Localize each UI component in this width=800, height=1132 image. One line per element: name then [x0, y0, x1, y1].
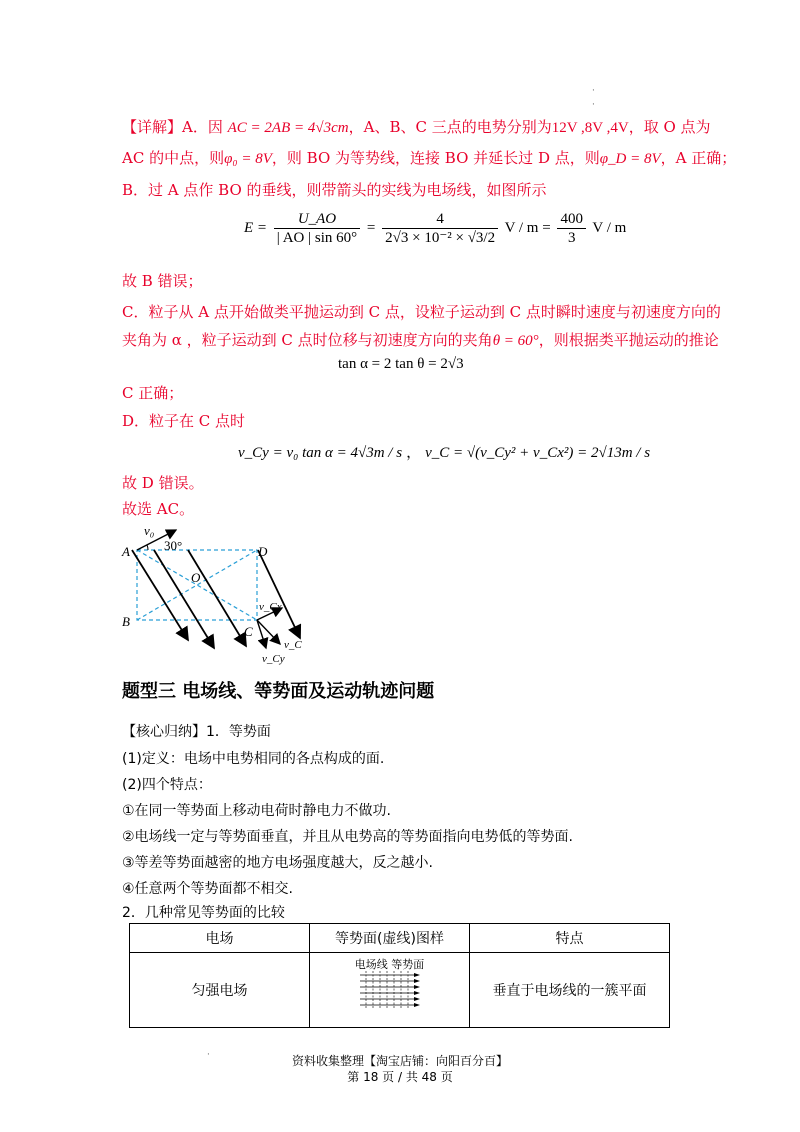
mark-dot: ·	[592, 100, 595, 110]
text: V / m =	[504, 219, 551, 236]
section-title: 题型三 电场线、等势面及运动轨迹问题	[122, 681, 435, 702]
cell-field: 匀强电场	[130, 953, 310, 1028]
phi0: φ₀ = 8V	[224, 151, 272, 167]
text: ，则根据类平抛运动的推论	[538, 331, 719, 349]
text: 4	[382, 210, 498, 229]
text: | AO | sin 60°	[276, 230, 358, 246]
label-a: A	[122, 544, 130, 559]
item-2: (2)四个特点：	[122, 777, 212, 793]
cell-diagram	[310, 953, 470, 1028]
label-vcy: v_Cy	[262, 653, 285, 665]
item-6: ④任意两个等势面都不相交.	[122, 881, 294, 897]
text: 2√3 × 10⁻² × √3/2	[385, 230, 496, 246]
label-b: B	[122, 614, 130, 629]
rectangle-dashed	[137, 550, 257, 620]
cell-feature: 垂直于电场线的一簇平面	[470, 953, 670, 1028]
detail-line-d: D．粒子在 C 点时	[122, 412, 246, 430]
diagram-caption: 电场线 等势面	[354, 958, 425, 971]
text: 3	[567, 230, 576, 246]
frac-1	[274, 210, 360, 247]
item-1: (1)定义：电场中电势相同的各点构成的面.	[122, 751, 385, 767]
conclusion-d: 故 D 错误。	[122, 474, 204, 492]
label-c: C	[244, 624, 253, 639]
detail-line-c2	[122, 330, 719, 351]
text: U_AO	[274, 210, 360, 229]
table-row	[130, 953, 670, 1028]
conclusion-c: C 正确；	[122, 384, 184, 402]
header-feature: 特点	[470, 924, 670, 953]
item-3: ①在同一等势面上移动电荷时静电力不做功.	[122, 803, 391, 819]
label-v0: v₀	[144, 523, 155, 538]
text: V / m	[592, 219, 627, 236]
label-o: O	[191, 570, 201, 585]
text: ，取 O 点为	[628, 118, 711, 136]
text: v_Cy = v₀ tan α = 4√3m / s	[238, 445, 403, 461]
mark-dot: ·	[207, 1050, 210, 1060]
equation-v: v_Cy = v₀ tan α = 4√3m / s ， v_C = √(v_Cy² + v_Cx²) = 2√13m / s	[238, 445, 651, 461]
text: ，则 BO 为等势线，连接 BO 并延长过 D 点，则	[271, 149, 600, 167]
text: ，A、B、C 三点的电势分别为	[348, 118, 552, 136]
volts: 12V ,8V ,4V	[551, 120, 629, 136]
detail-line-b: B．过 A 点作 BO 的垂线，则带箭头的实线为电场线，如图所示	[122, 181, 547, 199]
text: v_C = √(v_Cy² + v_Cx²) = 2√13m / s	[425, 445, 651, 461]
label-angle: 30°	[164, 538, 183, 553]
mark-dot: ·	[592, 86, 595, 96]
equation-e: E = $\frac{U\_AO}{| AO | \sin 60^\circ}$ = $\frac{4}{\text{2√3 × 10⁻² × √3/2}}$ V / m = $\frac{400}{3}$ V / m	[244, 211, 627, 246]
label-vcx: v_Cx	[259, 601, 282, 613]
detail-line-c1: C．粒子从 A 点开始做类平抛运动到 C 点，设粒子运动到 C 点时瞬时速度与初速度方向的	[122, 303, 721, 321]
item-4: ②电场线一定与等势面垂直，并且从电势高的等势面指向电势低的等势面.	[122, 829, 573, 845]
comparison-table	[129, 923, 670, 1028]
frac-2	[382, 210, 498, 247]
theta: θ = 60°	[492, 333, 539, 349]
final-answer: 故选 AC。	[122, 500, 195, 518]
velocity-vectors	[257, 608, 282, 648]
item-7: 2．几种常见等势面的比较	[122, 905, 285, 921]
text: A．因	[182, 118, 223, 136]
text: 400	[557, 210, 586, 229]
header-field: 电场	[130, 924, 310, 953]
item-5: ③等差等势面越密的地方电场强度越大，反之越小.	[122, 855, 433, 871]
text: 夹角为 α ，粒子运动到 C 点时位移与初速度方向的夹角	[122, 331, 493, 349]
page-number: 第 18 页 / 共 48 页	[347, 1070, 453, 1084]
equation-tan: tan α = 2 tan θ = 2√3	[338, 356, 464, 372]
phiD: φ_D = 8V	[599, 151, 661, 167]
detail-line-a2	[122, 148, 736, 169]
detail-tag: 【详解】	[122, 118, 183, 136]
table-header-row	[130, 924, 670, 953]
frac-3	[557, 210, 586, 247]
detail-line-a1	[122, 117, 711, 138]
core-tag: 【核心归纳】1．等势面	[122, 724, 271, 740]
field-figure	[118, 520, 318, 668]
footer-source: 资料收集整理【淘宝店铺：向阳百分百】	[291, 1054, 508, 1068]
eq-ac: AC = 2AB = 4√3cm	[227, 120, 349, 136]
label-vc: v_C	[284, 639, 302, 651]
field-lines	[132, 550, 300, 648]
text: AC 的中点，则	[122, 149, 225, 167]
conclusion-b: 故 B 错误；	[122, 272, 203, 290]
label-d: D	[258, 544, 268, 559]
uniform-field-diagram	[358, 971, 422, 1011]
text: E =	[244, 219, 268, 236]
text: ，A 正确；	[660, 149, 737, 167]
header-diagram: 等势面(虚线)图样	[310, 924, 470, 953]
